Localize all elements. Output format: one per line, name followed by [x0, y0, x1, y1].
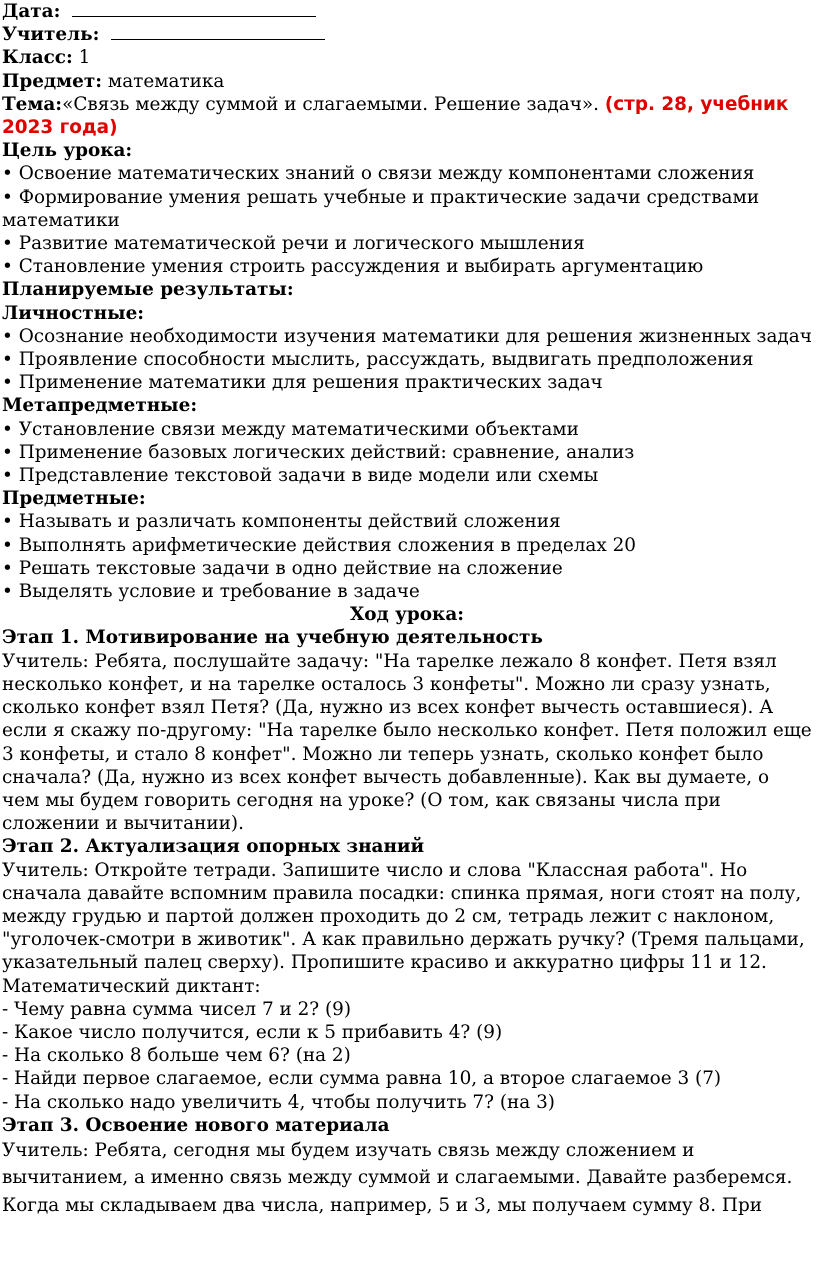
goal-item: • Освоение математических знаний о связи между компонентами сложения [2, 163, 755, 185]
personal-result-item: • Применение математики для решения практических задач [2, 372, 603, 394]
teacher-label: Учитель: [2, 24, 100, 46]
subject-results-heading: Предметные: [2, 488, 146, 510]
topic-value: «Связь между суммой и слагаемыми. Решение задач». [62, 93, 599, 115]
results-heading: Планируемые результаты: [2, 279, 294, 301]
subject-result-item: • Решать текстовые задачи в одно действие на сложение [2, 557, 563, 579]
dictation-item: - Чему равна сумма чисел 7 и 2? (9) [2, 998, 352, 1020]
lesson-progress-heading: Ход урока: [349, 604, 465, 626]
dictation-item: - Найди первое слагаемое, если сумма равна 10, а второе слагаемое 3 (7) [2, 1068, 722, 1090]
meta-result-item: • Установление связи между математическими объектами [2, 418, 579, 440]
date-row [2, 0, 812, 23]
stage3-text: Учитель: Ребята, сегодня мы будем изучать связь между сложением и вычитанием, а именно связь между суммой и слагаемыми. Давайте разберемся. Когда мы складываем два числа, например, 5 и 3, мы получаем сумму 8. При [2, 1139, 793, 1216]
stage2-text: Учитель: Откройте тетради. Запишите число и слова "Классная работа". Но сначала давайте вспомним правила посадки: спинка прямая, ноги стоят на полу, между грудью и партой должен проходить до 2 см, тетрадь лежит с наклоном, "уголочек-смотри в животик". А как правильно держать ручку? (Тремя пальцами, указательный палец сверху). Пропишите красиво и аккуратно цифры 11 и 12. [2, 859, 805, 974]
personal-results-heading: Личностные: [2, 302, 145, 324]
teacher-blank [111, 23, 325, 40]
subject-row [2, 70, 812, 93]
subject-value: математика [107, 70, 225, 92]
date-label: Дата: [2, 1, 61, 22]
goals-heading: Цель урока: [2, 140, 133, 162]
dictation-item: - На сколько надо увеличить 4, чтобы получить 7? (на 3) [2, 1091, 555, 1113]
stage1-text: Учитель: Ребята, послушайте задачу: "На тарелке лежало 8 конфет. Петя взял несколько конфет, и на тарелке осталось 3 конфеты". Можно ли сразу узнать, сколько конфет взял Петя? (Да, нужно из всех конфет вычесть оставшиеся). А если я скажу по-другому: "На тарелке было несколько конфет. Петя положил еще 3 конфеты, и стало 8 конфет". Можно ли теперь узнать, сколько конфет было сначала? (Да, нужно из всех конфет вычесть добавленные). Как вы думаете, о чем мы будем говорить сегодня на уроке? (О том, как связаны числа при сложении и вычитании). [2, 650, 812, 835]
class-row [2, 46, 812, 69]
goal-item: • Формирование умения решать учебные и практические задачи средствами математики [2, 186, 760, 231]
subject-result-item: • Называть и различать компоненты действий сложения [2, 511, 561, 533]
personal-result-item: • Проявление способности мыслить, рассуждать, выдвигать предположения [2, 349, 754, 371]
subject-label: Предмет: [2, 70, 103, 92]
goal-item: • Развитие математической речи и логического мышления [2, 233, 585, 255]
class-label: Класс: [2, 47, 73, 69]
stage2-title: Этап 2. Актуализация опорных знаний [2, 836, 425, 858]
meta-result-item: • Представление текстовой задачи в виде модели или схемы [2, 465, 599, 487]
personal-result-item: • Осознание необходимости изучения математики для решения жизненных задач [2, 325, 812, 347]
dictation-item: - Какое число получится, если к 5 прибавить 4? (9) [2, 1021, 503, 1043]
goal-item: • Становление умения строить рассуждения и выбирать аргументацию [2, 256, 704, 278]
subject-result-item: • Выделять условие и требование в задаче [2, 581, 420, 603]
teacher-row [2, 23, 812, 46]
topic-row [2, 93, 812, 139]
stage3-title: Этап 3. Освоение нового материала [2, 1114, 390, 1136]
subject-result-item: • Выполнять арифметические действия сложения в пределах 20 [2, 534, 636, 556]
dictation-heading: Математический диктант: [2, 975, 261, 997]
stage1-title: Этап 1. Мотивирование на учебную деятельность [2, 627, 543, 649]
class-value: 1 [78, 47, 91, 69]
date-blank [72, 0, 316, 17]
meta-results-heading: Метапредметные: [2, 395, 198, 417]
dictation-item: - На сколько 8 больше чем 6? (на 2) [2, 1045, 351, 1067]
topic-label: Тема: [2, 93, 63, 115]
meta-result-item: • Применение базовых логических действий: сравнение, анализ [2, 441, 635, 463]
topic-textbook-ref: (стр. 28, учебник 2023 года) [2, 93, 789, 139]
